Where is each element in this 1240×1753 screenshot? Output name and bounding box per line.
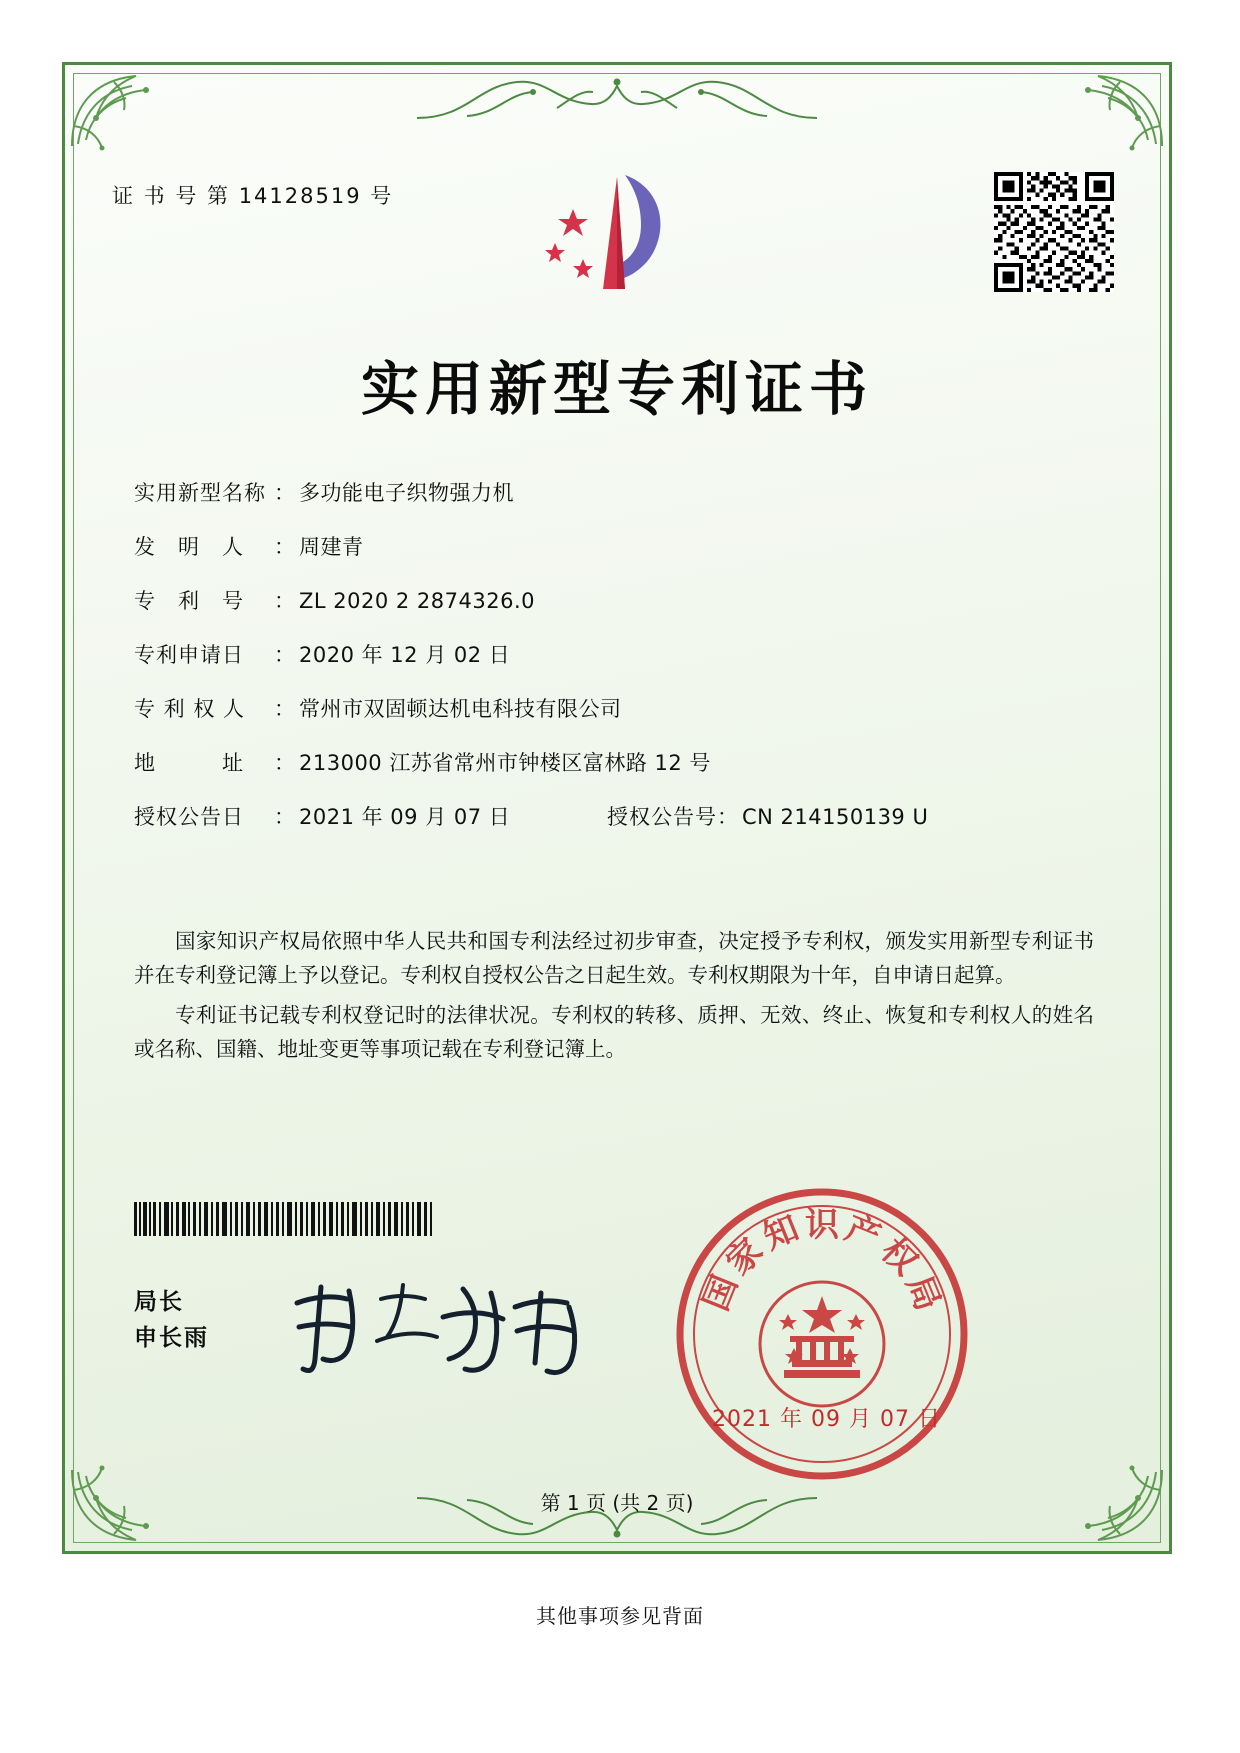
svg-text:权: 权 [872, 1230, 926, 1284]
svg-text:国: 国 [696, 1269, 746, 1317]
certificate-body [62, 62, 1172, 1554]
page-title: 实用新型专利证书 [360, 355, 873, 423]
field-colon: ： [274, 643, 295, 667]
svg-text:产: 产 [839, 1208, 887, 1258]
field-row-inventor [134, 531, 1094, 561]
field-colon: ： [274, 589, 295, 613]
svg-text:局: 局 [898, 1269, 948, 1317]
paragraph-2: 专利证书记载专利权登记时的法律状况。专利权的转移、质押、无效、终止、恢复和专利权人的姓名或名称、国籍、地址变更等事项记载在专利登记簿上。 [134, 1003, 1094, 1061]
field-value: ZL 2020 2 2874326.0 [299, 589, 535, 613]
director-name: 申长雨 [134, 1325, 209, 1351]
corner-ornament-icon [1058, 66, 1168, 152]
field-label: 专利申请日 [134, 643, 244, 667]
field-list [134, 477, 1094, 855]
field-label-secondary: 授权公告号 [607, 805, 717, 829]
top-ornament-icon [407, 68, 827, 128]
handwritten-signature [277, 1267, 607, 1387]
page-number: 第 1 页 (共 2 页) [540, 1491, 694, 1515]
field-colon: ： [274, 805, 295, 829]
field-value: 常州市双固顿达机电科技有限公司 [299, 697, 622, 721]
svg-text:家: 家 [718, 1230, 772, 1284]
seal-date: 2021 年 09 月 07 日 [712, 1407, 941, 1432]
cnipa-logo-icon [537, 167, 697, 307]
field-value: 2020 年 12 月 02 日 [299, 643, 511, 667]
field-colon: ： [717, 805, 738, 829]
field-label: 实用新型名称 [134, 481, 266, 505]
field-colon: ： [274, 751, 295, 775]
paragraph-1: 国家知识产权局依照中华人民共和国专利法经过初步审查，决定授予专利权，颁发实用新型专利证书并在专利登记簿上予以登记。专利权自授权公告之日起生效。专利权期限为十年，自申请日起算。 [134, 929, 1094, 987]
signature-block [134, 1284, 209, 1356]
field-row-address [134, 747, 1094, 777]
field-value: 周建青 [299, 535, 364, 559]
field-value: 213000 江苏省常州市钟楼区富林路 12 号 [299, 751, 711, 775]
field-row-application-date [134, 639, 1094, 669]
field-label: 地 址 [134, 751, 244, 775]
field-label: 专 利 号 [134, 589, 244, 613]
field-colon: ： [274, 535, 295, 559]
corner-ornament-icon [66, 66, 176, 152]
field-value: 多功能电子织物强力机 [299, 481, 514, 505]
barcode [134, 1202, 434, 1236]
field-value: 2021 年 09 月 07 日 [299, 805, 511, 829]
field-label: 发 明 人 [134, 535, 244, 559]
certificate-number: 证 书 号 第 14128519 号 [112, 184, 394, 208]
qr-code [994, 172, 1114, 292]
svg-text:识: 识 [805, 1205, 839, 1245]
field-row-name [134, 477, 1094, 507]
official-seal [662, 1174, 982, 1494]
field-label: 专 利 权 人 [134, 697, 246, 721]
field-label: 授权公告日 [134, 805, 244, 829]
back-side-note: 其他事项参见背面 [536, 1604, 704, 1628]
field-row-patentee [134, 693, 1094, 723]
field-row-patent-number [134, 585, 1094, 615]
field-row-grant-announcement [134, 801, 1094, 831]
director-title: 局长 [134, 1289, 184, 1315]
field-value-secondary: CN 214150139 U [742, 805, 929, 829]
field-colon: ： [274, 697, 295, 721]
field-colon: ： [274, 481, 295, 505]
svg-text:知: 知 [757, 1208, 805, 1258]
legal-text [134, 924, 1094, 1072]
